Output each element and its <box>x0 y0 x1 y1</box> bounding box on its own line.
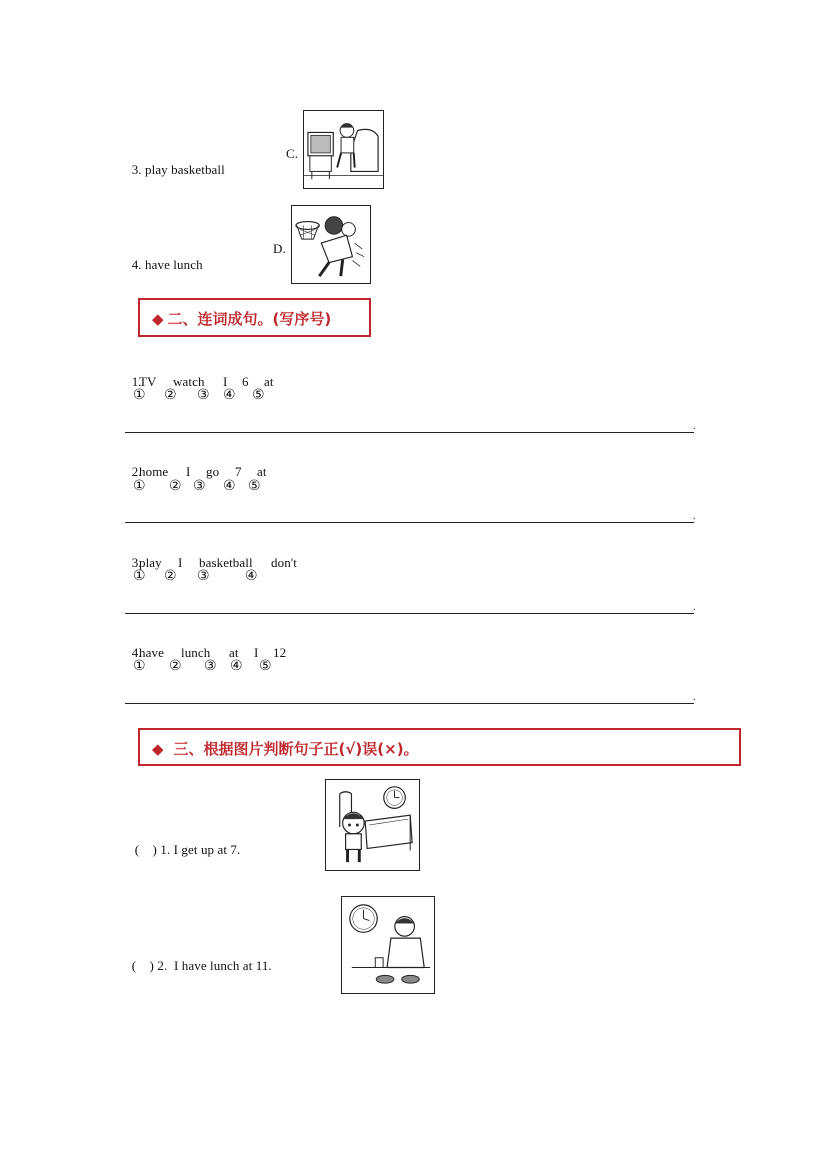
word: TV <box>139 374 157 389</box>
circled-number: ④ <box>230 658 243 674</box>
circled-number: ⑤ <box>259 658 272 674</box>
word: go <box>206 464 220 479</box>
answer-line-2[interactable] <box>125 522 694 523</box>
circled-number: ③ <box>204 658 217 674</box>
q-label: 4. <box>131 645 142 660</box>
word: 6 <box>242 374 249 389</box>
match-item-4 <box>125 241 203 273</box>
match-letter-d: D. <box>273 241 286 256</box>
word: home <box>139 464 169 479</box>
answer-line-3-period: . <box>693 602 696 613</box>
tv-watching-picture <box>303 110 384 189</box>
answer-line-3[interactable] <box>125 613 694 614</box>
match-item-4-text: 4. have lunch <box>131 257 203 272</box>
answer-line-1[interactable] <box>125 432 694 433</box>
section3-title: 三、根据图片判断句子正(√)误(×)。 <box>173 740 419 758</box>
word: 12 <box>273 645 287 660</box>
circled-number: ① <box>133 387 146 403</box>
get-up-picture <box>325 779 420 871</box>
answer-line-1-period: . <box>693 421 696 432</box>
diamond-icon: ◆ <box>152 740 164 758</box>
lunch-picture <box>341 896 435 994</box>
circled-number: ③ <box>197 568 210 584</box>
match-letter-c: C. <box>286 146 299 161</box>
judge-item-1 <box>128 826 240 858</box>
answer-line-4-period: . <box>693 692 696 703</box>
word: at <box>257 464 267 479</box>
word: play <box>139 555 162 570</box>
circled-number: ② <box>164 387 177 403</box>
circled-number: ④ <box>223 478 236 494</box>
circled-number: ① <box>133 658 146 674</box>
word: watch <box>173 374 205 389</box>
word: I <box>254 645 259 660</box>
unscramble-q2-words <box>125 448 267 480</box>
q-label: 2. <box>131 464 142 479</box>
word: at <box>229 645 239 660</box>
match-item-3-text: 3. play basketball <box>131 162 225 177</box>
word: I <box>178 555 183 570</box>
unscramble-q3-words <box>125 539 297 571</box>
circled-number: ④ <box>245 568 258 584</box>
circled-number: ⑤ <box>248 478 261 494</box>
answer-paren[interactable]: ( ) <box>134 842 157 857</box>
unscramble-q2-numbers <box>133 478 333 498</box>
match-item-3 <box>125 146 225 178</box>
answer-line-2-period: . <box>693 511 696 522</box>
circled-number: ① <box>133 478 146 494</box>
q-label: 3. <box>131 555 142 570</box>
word: I <box>186 464 191 479</box>
circled-number: ① <box>133 568 146 584</box>
section2-title: 二、连词成句。(写序号) <box>167 310 332 328</box>
word: basketball <box>199 555 253 570</box>
unscramble-q4-words <box>125 629 287 661</box>
circled-number: ③ <box>193 478 206 494</box>
diamond-icon: ◆ <box>152 310 164 328</box>
unscramble-q4-numbers <box>133 658 333 678</box>
circled-number: ④ <box>223 387 236 403</box>
unscramble-q3-numbers <box>133 568 333 588</box>
circled-number: ② <box>169 658 182 674</box>
section3-banner <box>138 728 741 766</box>
judge-item-1-text: 1. I get up at 7. <box>160 842 241 857</box>
answer-line-4[interactable] <box>125 703 694 704</box>
word: at <box>264 374 274 389</box>
circled-number: ⑤ <box>252 387 265 403</box>
judge-item-2 <box>125 942 272 974</box>
word: don't <box>271 555 297 570</box>
q-label: 1. <box>131 374 142 389</box>
judge-item-2-text: 2. I have lunch at 11. <box>157 958 272 973</box>
word: have <box>139 645 164 660</box>
word: lunch <box>181 645 211 660</box>
unscramble-q1-numbers <box>133 387 333 407</box>
circled-number: ② <box>164 568 177 584</box>
word: I <box>223 374 228 389</box>
circled-number: ② <box>169 478 182 494</box>
circled-number: ③ <box>197 387 210 403</box>
word: 7 <box>235 464 242 479</box>
answer-paren[interactable]: ( ) <box>131 958 154 973</box>
basketball-picture <box>291 205 371 284</box>
unscramble-q1-words <box>125 358 274 390</box>
section2-banner <box>138 298 371 337</box>
